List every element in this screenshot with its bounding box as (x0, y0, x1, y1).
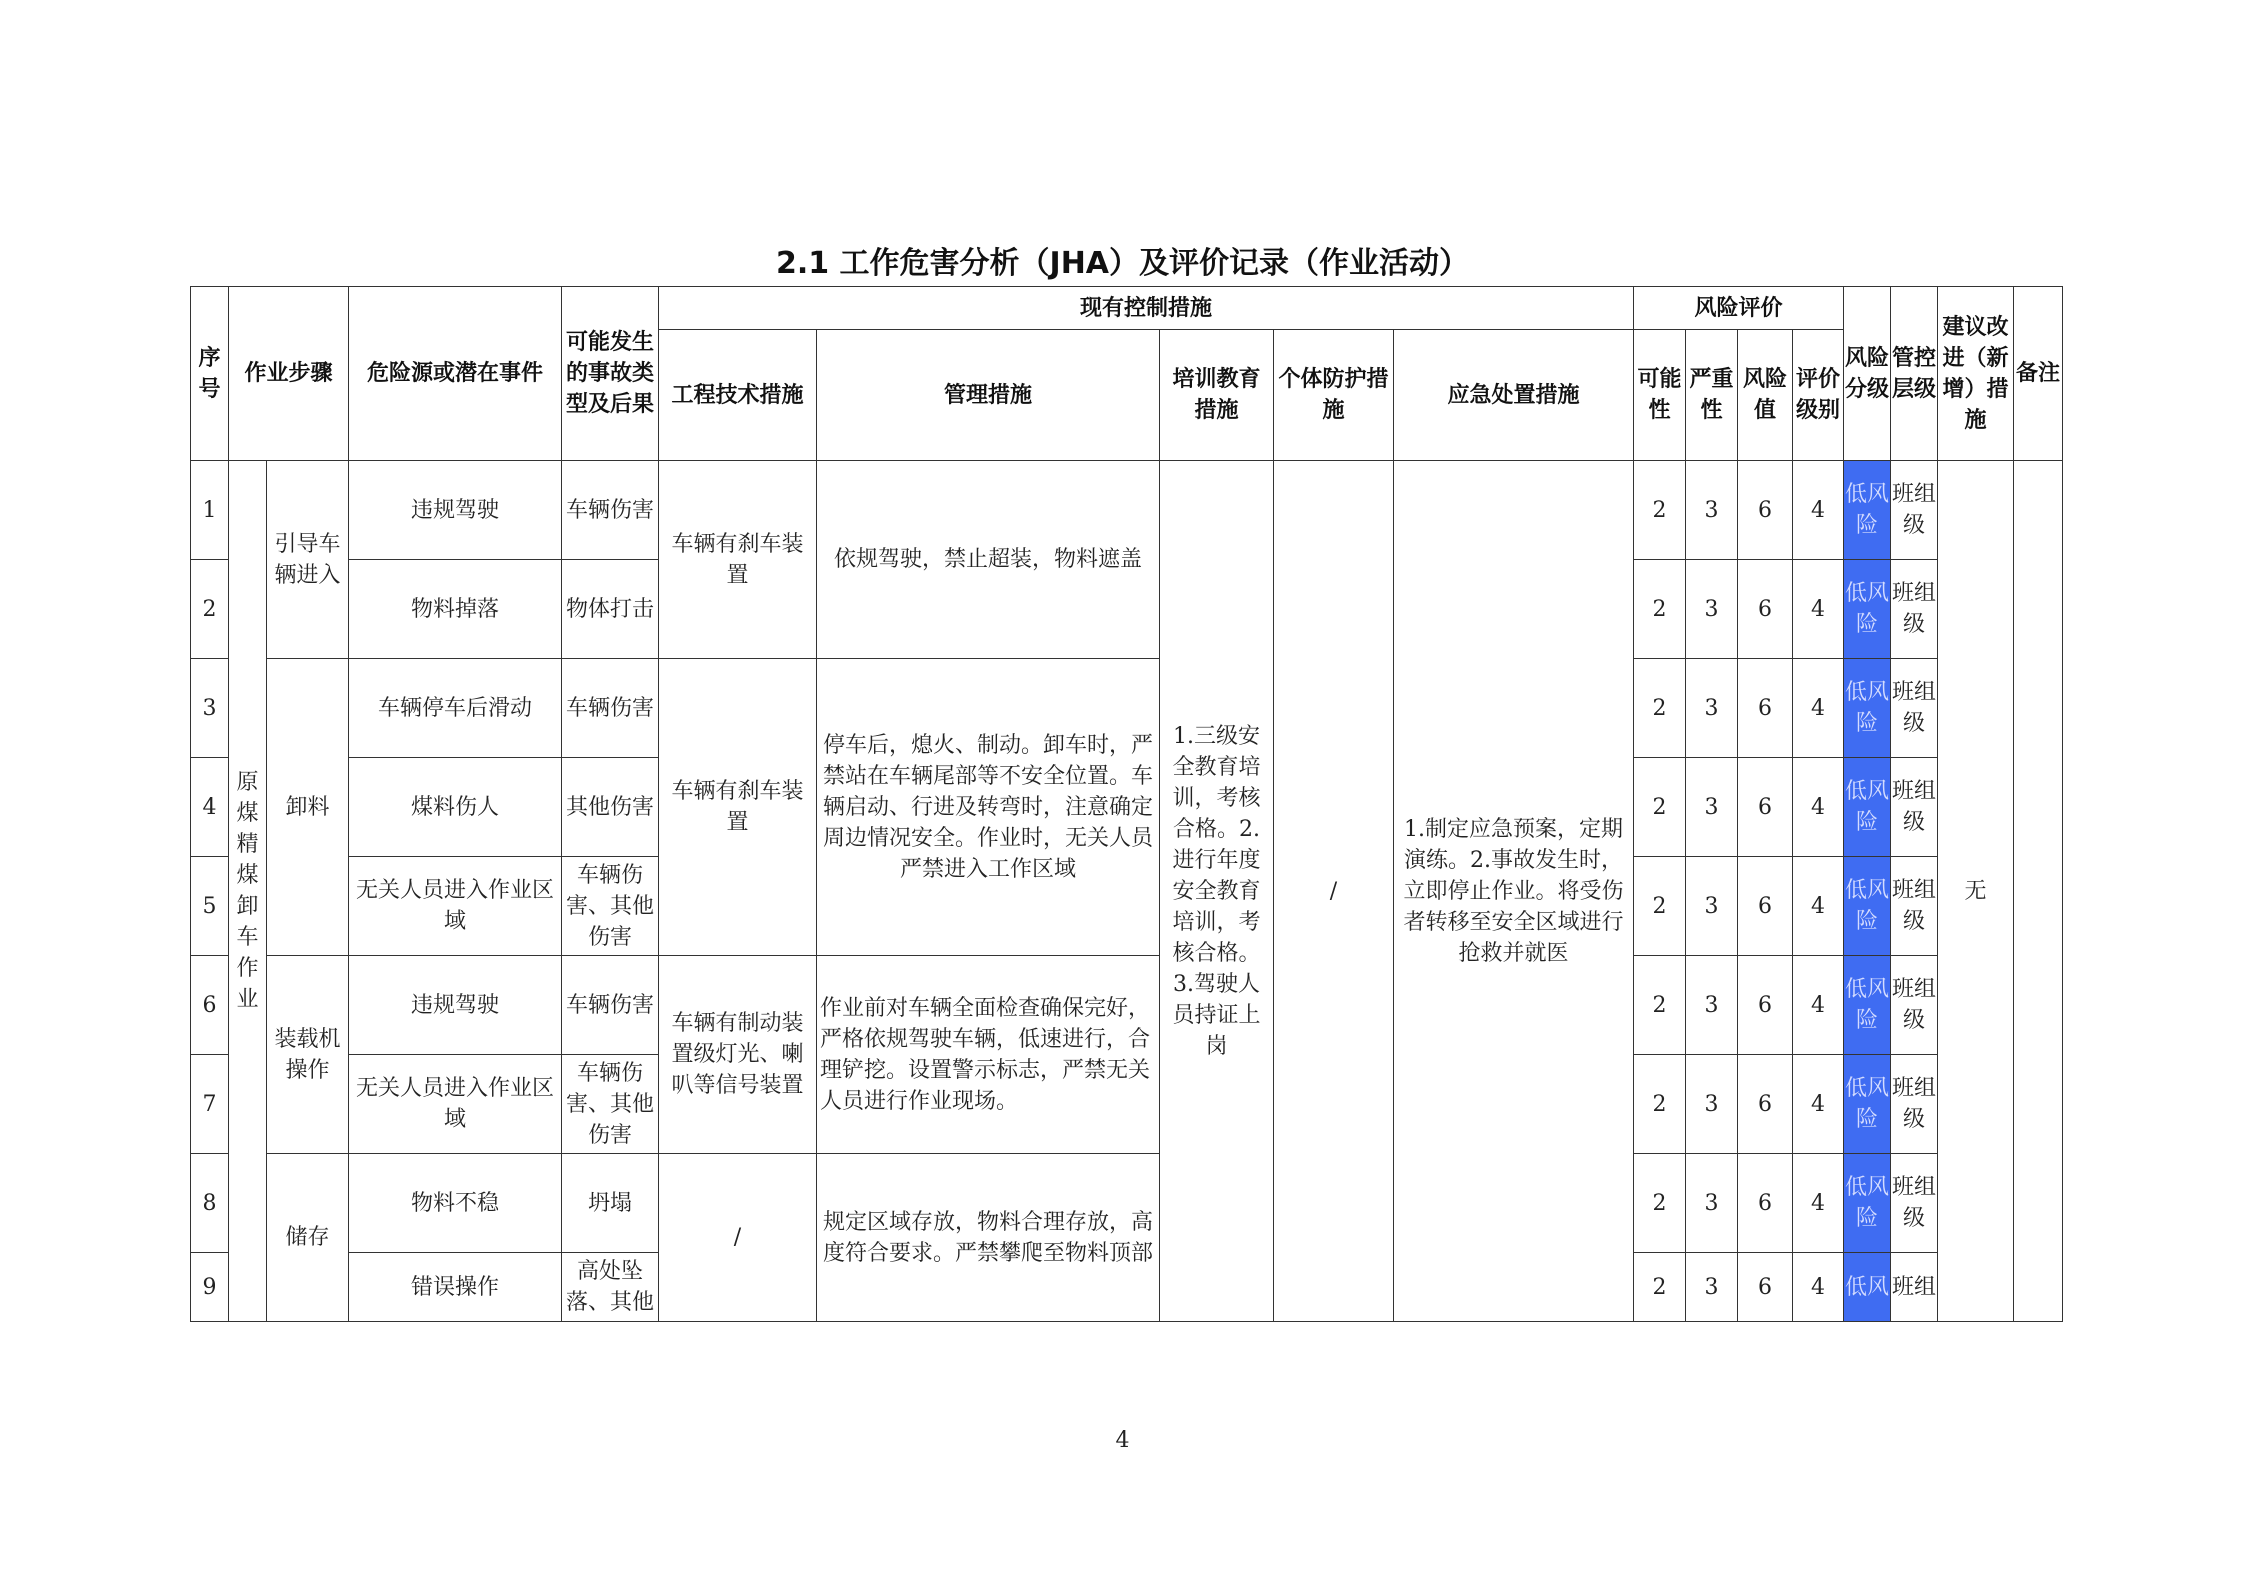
cell-severity: 3 (1686, 560, 1738, 659)
cell-seq: 6 (191, 956, 229, 1055)
cell-severity: 3 (1686, 956, 1738, 1055)
cell-step: 引导车辆进入 (267, 461, 349, 659)
cell-grade: 4 (1793, 758, 1844, 857)
cell-severity: 3 (1686, 461, 1738, 560)
cell-severity: 3 (1686, 1154, 1738, 1253)
cell-hazard: 违规驾驶 (349, 461, 562, 560)
cell-risk-value: 6 (1738, 1055, 1793, 1154)
cell-risk-class: 低风险 (1844, 857, 1891, 956)
cell-accident: 车辆伤害、其他伤害 (562, 1055, 659, 1154)
cell-likelihood: 2 (1634, 1253, 1686, 1322)
header-emergency: 应急处置措施 (1394, 330, 1634, 461)
cell-hazard: 无关人员进入作业区域 (349, 857, 562, 956)
header-risk-value: 风险值 (1738, 330, 1793, 461)
header-seq: 序号 (191, 287, 229, 461)
cell-risk-class: 低风险 (1844, 461, 1891, 560)
cell-hazard: 物料不稳 (349, 1154, 562, 1253)
cell-likelihood: 2 (1634, 461, 1686, 560)
header-severity: 严重性 (1686, 330, 1738, 461)
cell-engineering: 车辆有刹车装置 (659, 659, 817, 956)
cell-step: 卸料 (267, 659, 349, 956)
cell-control-level: 班组级 (1891, 956, 1938, 1055)
header-evaluation: 风险评价 (1634, 287, 1844, 330)
cell-hazard: 物料掉落 (349, 560, 562, 659)
cell-ppe: / (1274, 461, 1394, 1322)
cell-grade: 4 (1793, 461, 1844, 560)
cell-risk-value: 6 (1738, 461, 1793, 560)
cell-grade: 4 (1793, 1055, 1844, 1154)
cell-grade: 4 (1793, 659, 1844, 758)
header-ppe: 个体防护措施 (1274, 330, 1394, 461)
header-suggestion: 建议改进（新增）措施 (1938, 287, 2014, 461)
cell-likelihood: 2 (1634, 758, 1686, 857)
page-number: 4 (1115, 1428, 1130, 1453)
cell-accident: 坍塌 (562, 1154, 659, 1253)
cell-seq: 5 (191, 857, 229, 956)
cell-emergency: 1.制定应急预案，定期演练。2.事故发生时，立即停止作业。将受伤者转移至安全区域进行抢救并就医 (1394, 461, 1634, 1322)
cell-seq: 4 (191, 758, 229, 857)
cell-control-level: 班组级 (1891, 1055, 1938, 1154)
cell-grade: 4 (1793, 1253, 1844, 1322)
cell-control-level: 班组级 (1891, 1154, 1938, 1253)
cell-control-level: 班组级 (1891, 461, 1938, 560)
cell-step: 装载机操作 (267, 956, 349, 1154)
cell-likelihood: 2 (1634, 560, 1686, 659)
cell-risk-class: 低风险 (1844, 560, 1891, 659)
cell-grade: 4 (1793, 956, 1844, 1055)
cell-seq: 3 (191, 659, 229, 758)
cell-risk-value: 6 (1738, 659, 1793, 758)
cell-step: 储存 (267, 1154, 349, 1322)
table-row (191, 1154, 2063, 1253)
header-step: 作业步骤 (229, 287, 349, 461)
header-remark: 备注 (2014, 287, 2063, 461)
cell-risk-class: 低风 (1844, 1253, 1891, 1322)
header-training: 培训教育措施 (1160, 330, 1274, 461)
cell-risk-value: 6 (1738, 758, 1793, 857)
cell-engineering: 车辆有刹车装置 (659, 461, 817, 659)
header-hazard: 危险源或潜在事件 (349, 287, 562, 461)
cell-hazard: 车辆停车后滑动 (349, 659, 562, 758)
cell-hazard: 煤料伤人 (349, 758, 562, 857)
cell-seq: 9 (191, 1253, 229, 1322)
table-row (191, 461, 2063, 560)
cell-risk-class: 低风险 (1844, 758, 1891, 857)
cell-seq: 2 (191, 560, 229, 659)
table-row (191, 956, 2063, 1055)
cell-hazard: 无关人员进入作业区域 (349, 1055, 562, 1154)
cell-risk-class: 低风险 (1844, 1055, 1891, 1154)
cell-control-level: 班组级 (1891, 659, 1938, 758)
cell-severity: 3 (1686, 857, 1738, 956)
cell-accident: 车辆伤害 (562, 956, 659, 1055)
cell-grade: 4 (1793, 1154, 1844, 1253)
cell-likelihood: 2 (1634, 1154, 1686, 1253)
jha-table (190, 286, 2063, 1322)
cell-seq: 1 (191, 461, 229, 560)
cell-likelihood: 2 (1634, 857, 1686, 956)
header-controls: 现有控制措施 (659, 287, 1634, 330)
header-management: 管理措施 (817, 330, 1160, 461)
cell-seq: 7 (191, 1055, 229, 1154)
cell-control-level: 班组级 (1891, 758, 1938, 857)
header-engineering: 工程技术措施 (659, 330, 817, 461)
cell-severity: 3 (1686, 659, 1738, 758)
cell-likelihood: 2 (1634, 1055, 1686, 1154)
cell-management: 作业前对车辆全面检查确保完好，严格依规驾驶车辆，低速进行，合理铲挖。设置警示标志，严禁无关人员进行作业现场。 (817, 956, 1160, 1154)
cell-severity: 3 (1686, 1055, 1738, 1154)
cell-risk-value: 6 (1738, 1154, 1793, 1253)
cell-hazard: 违规驾驶 (349, 956, 562, 1055)
cell-remark (2014, 461, 2063, 1322)
header-control-level: 管控层级 (1891, 287, 1938, 461)
cell-grade: 4 (1793, 857, 1844, 956)
cell-severity: 3 (1686, 1253, 1738, 1322)
header-likelihood: 可能性 (1634, 330, 1686, 461)
cell-accident: 车辆伤害 (562, 461, 659, 560)
cell-training: 1.三级安全教育培训，考核合格。2.进行年度安全教育培训，考核合格。3.驾驶人员持证上岗 (1160, 461, 1274, 1322)
table-row (191, 659, 2063, 758)
cell-severity: 3 (1686, 758, 1738, 857)
cell-activity: 原煤精煤卸车作业 (229, 461, 267, 1322)
cell-grade: 4 (1793, 560, 1844, 659)
cell-control-level: 班组级 (1891, 857, 1938, 956)
cell-risk-class: 低风险 (1844, 1154, 1891, 1253)
cell-control-level: 班组级 (1891, 560, 1938, 659)
cell-risk-value: 6 (1738, 1253, 1793, 1322)
cell-engineering: / (659, 1154, 817, 1322)
cell-likelihood: 2 (1634, 659, 1686, 758)
cell-risk-value: 6 (1738, 956, 1793, 1055)
cell-seq: 8 (191, 1154, 229, 1253)
cell-likelihood: 2 (1634, 956, 1686, 1055)
cell-control-level: 班组 (1891, 1253, 1938, 1322)
cell-risk-value: 6 (1738, 560, 1793, 659)
document-title: 2.1 工作危害分析（JHA）及评价记录（作业活动） (775, 246, 1470, 281)
header-risk-class: 风险分级 (1844, 287, 1891, 461)
cell-accident: 物体打击 (562, 560, 659, 659)
cell-accident: 高处坠落、其他 (562, 1253, 659, 1322)
cell-engineering: 车辆有制动装置级灯光、喇叭等信号装置 (659, 956, 817, 1154)
cell-risk-value: 6 (1738, 857, 1793, 956)
cell-accident: 车辆伤害、其他伤害 (562, 857, 659, 956)
header-grade: 评价级别 (1793, 330, 1844, 461)
header-accident-type: 可能发生的事故类型及后果 (562, 287, 659, 461)
cell-management: 依规驾驶，禁止超装，物料遮盖 (817, 461, 1160, 659)
cell-suggestion: 无 (1938, 461, 2014, 1322)
cell-hazard: 错误操作 (349, 1253, 562, 1322)
cell-risk-class: 低风险 (1844, 659, 1891, 758)
cell-management: 停车后，熄火、制动。卸车时，严禁站在车辆尾部等不安全位置。车辆启动、行进及转弯时，注意确定周边情况安全。作业时，无关人员严禁进入工作区域 (817, 659, 1160, 956)
cell-accident: 其他伤害 (562, 758, 659, 857)
cell-accident: 车辆伤害 (562, 659, 659, 758)
cell-management: 规定区域存放，物料合理存放，高度符合要求。严禁攀爬至物料顶部 (817, 1154, 1160, 1322)
cell-risk-class: 低风险 (1844, 956, 1891, 1055)
